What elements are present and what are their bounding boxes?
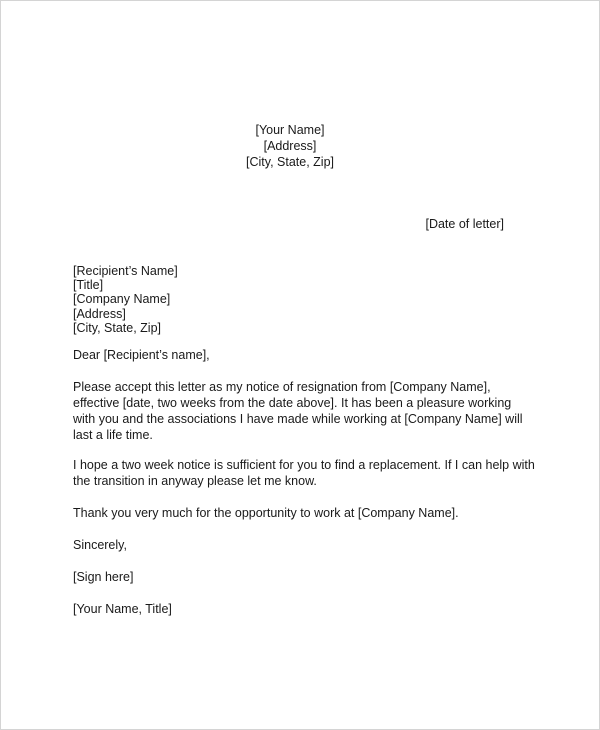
- recipient-block: [73, 264, 178, 335]
- name-title: [Your Name, Title]: [73, 602, 172, 616]
- recipient-title: [Title]: [73, 278, 104, 293]
- sender-block: [201, 122, 379, 170]
- paragraph-line: the transition in anyway please let me know.: [73, 474, 317, 488]
- recipient-name: [Recipient’s Name]: [73, 264, 178, 278]
- paragraph-line: last a life time.: [73, 428, 153, 442]
- closing: Sincerely,: [73, 538, 127, 552]
- paragraph-transition: [73, 457, 533, 489]
- recipient-address: [Address]: [73, 306, 126, 321]
- signature-placeholder: [Sign here]: [73, 570, 134, 584]
- sender-name: [Your Name]: [255, 123, 325, 137]
- salutation: Dear [Recipient’s name],: [73, 348, 210, 362]
- paragraph-line: Thank you very much for the opportunity to work at [Company Name].: [73, 506, 459, 520]
- paragraph-line: Please accept this letter as my notice of resignation from [Company Name],: [73, 380, 491, 394]
- recipient-company: [Company Name]: [73, 292, 171, 307]
- recipient-city-state-zip: [City, State, Zip]: [73, 320, 161, 335]
- paragraph-line: with you and the associations I have made while working at [Company Name] will: [73, 412, 523, 426]
- paragraph-thanks: [73, 505, 533, 521]
- paragraph-resignation-notice: [73, 379, 533, 443]
- paragraph-line: I hope a two week notice is sufficient for you to find a replacement. If I can help with: [73, 458, 535, 472]
- sender-city-state-zip: [City, State, Zip]: [246, 155, 334, 169]
- letter-date: [Date of letter]: [425, 217, 504, 231]
- sender-address: [Address]: [263, 139, 317, 153]
- paragraph-line: effective [date, two weeks from the date above]. It has been a pleasure working: [73, 396, 512, 410]
